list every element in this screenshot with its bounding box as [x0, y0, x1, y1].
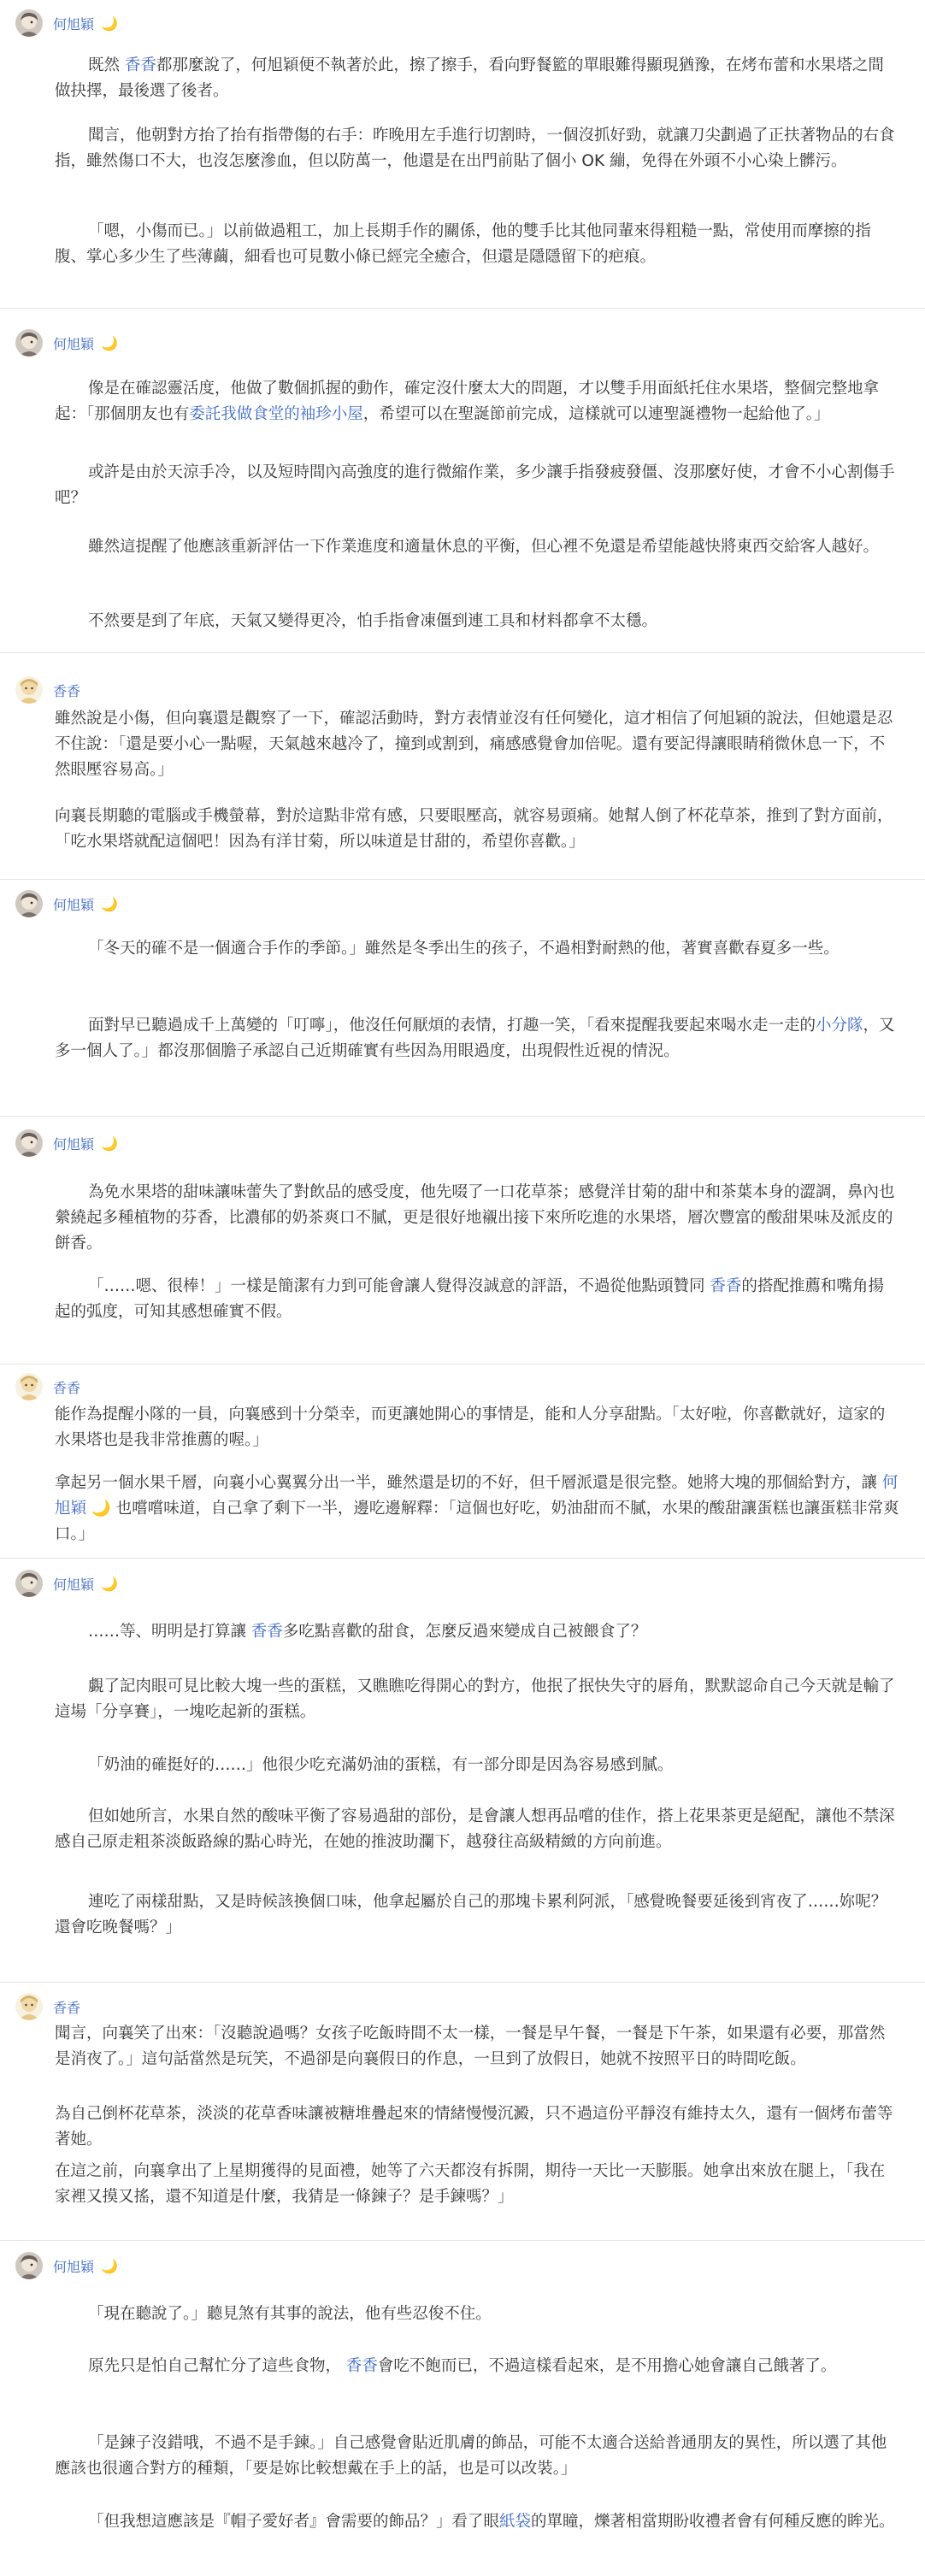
post-divider [0, 879, 925, 880]
text-segment: 的單瞳，爍著相當期盼收禮者會有何種反應的眸光。 [531, 2513, 895, 2531]
text-segment: 都那麼說了，何旭穎便不執著於此，擦了擦手，看向野餐籃的單眼難得顯現猶豫，在烤布蕾和水果塔之間做抉擇，最後選了後者。 [55, 56, 884, 100]
text-segment: 雖然說是小傷，但向襄還是觀察了一下，確認活動時，對方表情並沒有任何變化，這才相信了何旭穎的說法，但她還是忍不住說：「還是要小心一點喔，天氣越來越冷了，撞到或割到，痛感感覺會加倍呢。還有要記得讓眼睛稍微休息一下，不然眼壓容易高。」 [55, 710, 893, 779]
username-link[interactable]: 何旭穎 [53, 1576, 95, 1593]
text-segment: 覷了記肉眼可見比較大塊一些的蛋糕，又瞧瞧吃得開心的對方，他抿了抿快失守的唇角，默默認命自己今天就是輸了這場「分享賽」，一塊吃起新的蛋糕。 [55, 1677, 895, 1721]
username-link[interactable]: 香香 [53, 682, 81, 699]
text-segment: 在這之前，向襄拿出了上星期獲得的見面禮，她等了六天都沒有拆開，期待一天比一天膨脹。她拿出來放在腿上，「我在家裡又摸又搖，還不知道是什麼，我猜是一條鍊子？是手鍊嗎？」 [55, 2162, 886, 2206]
moon-icon: 🌙 [101, 1575, 118, 1592]
text-segment: 原先只是怕自己幫忙分了這些食物， [88, 2357, 346, 2375]
post-divider [0, 652, 925, 653]
text-segment: 為免水果塔的甜味讓味蕾失了對飲品的感受度，他先啜了一口花草茶；感覺洋甘菊的甜中和茶葉本身的澀調，鼻內也縈繞起多種植物的芬香，比濃郁的奶茶爽口不膩，更是很好地襯出接下來所吃進的水果塔，層次豐富的酸甜果味及派皮的餅香。 [55, 1183, 895, 1253]
text-segment: ，又多一個人了。」都沒那個膽子承認自己近期確實有些因為用眼過度，出現假性近視的情況。 [55, 1017, 895, 1060]
avatar[interactable] [15, 9, 43, 37]
text-segment: 拿起另一個水果千層，向襄小心翼翼分出一半，雖然還是切的不好，但千層派還是很完整。她將大塊的那個給對方，讓 [55, 1474, 882, 1492]
post-paragraph [55, 936, 899, 962]
text-segment: 會吃不飽而已，不過這樣看起來，是不用擔心她會讓自己餓著了。 [377, 2357, 837, 2375]
text-segment: ……等、明明是打算讓 [88, 1623, 251, 1641]
username-link[interactable]: 何旭穎 [53, 896, 95, 913]
post-paragraph [55, 219, 899, 270]
inline-link[interactable]: 香香 [710, 1277, 742, 1295]
post-paragraph [55, 1274, 899, 1325]
username-link[interactable]: 何旭穎 [53, 2258, 95, 2275]
inline-link[interactable]: 香香 [124, 56, 156, 74]
text-segment: 連吃了兩樣甜點，又是時候該換個口味，他拿起屬於自己的那塊卡累利阿派，「感覺晚餐要延後到宵夜了……妳呢？還會吃晚餐嗎？」 [55, 1893, 887, 1936]
post-divider [0, 1558, 925, 1559]
post-paragraph [55, 1889, 899, 1941]
post-divider [0, 1116, 925, 1117]
post-header [15, 328, 118, 357]
post-paragraph [55, 706, 899, 783]
moon-icon: 🌙 [101, 1135, 118, 1152]
post-paragraph [55, 2302, 899, 2327]
post-paragraph [55, 534, 899, 560]
post-paragraph [55, 2431, 899, 2482]
post-paragraph [55, 1753, 899, 1778]
avatar[interactable] [15, 676, 43, 704]
inline-link[interactable]: 何旭穎 [55, 1474, 898, 1518]
text-segment: 既然 [88, 56, 125, 74]
text-segment: 🌙 也嚐嚐味道，自己拿了剩下一半，邊吃邊解釋：「這個也好吃，奶油甜而不膩，水果的酸甜讓蛋糕也讓蛋糕非常爽口。」 [55, 1500, 899, 1543]
text-segment: 「奶油的確挺好的……」他很少吃充滿奶油的蛋糕，有一部分即是因為容易感到膩。 [88, 1756, 674, 1774]
post-header [15, 1129, 118, 1158]
text-segment: 向襄長期聽的電腦或手機螢幕，對於這點非常有感，只要眼壓高，就容易頭痛。她幫人倒了杯花草茶，推到了對方面前，「吃水果塔就配這個吧！因為有洋甘菊，所以味道是甘甜的，希望你喜歡。」 [55, 807, 893, 851]
avatar[interactable] [15, 1129, 43, 1157]
text-segment: 多吃點喜歡的甜食，怎麼反過來變成自己被餵食了？ [282, 1623, 647, 1641]
post-divider [0, 1982, 925, 1983]
text-segment: 雖然這提醒了他應該重新評估一下作業進度和適量休息的平衡，但心裡不免還是希望能越快將東西交給客人越好。 [88, 538, 880, 556]
avatar[interactable] [15, 1570, 43, 1597]
text-segment: 但如她所言，水果自然的酸味平衡了容易過甜的部份，是會讓人想再品嚐的佳作，搭上花果茶更是絕配，讓他不禁深感自己原走粗茶淡飯路線的點心時光，在她的推波助瀾下，越發往高級精緻的方向前進。 [55, 1807, 895, 1851]
text-segment: 「現在聽說了。」聽見煞有其事的說法，他有些忍俊不住。 [88, 2305, 492, 2323]
username-link[interactable]: 何旭穎 [53, 335, 95, 352]
post-divider [0, 1364, 925, 1365]
inline-link[interactable]: 香香 [250, 1623, 283, 1641]
post-paragraph [55, 1804, 899, 1855]
avatar[interactable] [15, 1993, 43, 2020]
post-paragraph [55, 609, 899, 634]
moon-icon: 🌙 [101, 334, 118, 351]
text-segment: 為自己倒杯花草茶，淡淡的花草香味讓被糖堆疊起來的情緒慢慢沉澱，只不過這份平靜沒有維持太久，還有一個烤布蕾等著她。 [55, 2105, 893, 2149]
moon-icon: 🌙 [101, 895, 118, 912]
post-paragraph [55, 2509, 899, 2535]
moon-icon: 🌙 [101, 2257, 118, 2274]
text-segment: 的搭配推薦和嘴角揚起的弧度，可知其感想確實不假。 [55, 1277, 884, 1321]
text-segment: 面對早已聽過成千上萬變的「叮嚀」，他沒任何厭煩的表情，打趣一笑，「看來提醒我要起來喝水走一走的 [88, 1017, 816, 1035]
text-segment: 「……嗯、很棒！」一樣是簡潔有力到可能會讓人覺得沒誠意的評語，不過從他點頭贊同 [88, 1277, 710, 1295]
inline-link[interactable]: 委託我做食堂的袖珍小屋 [189, 405, 363, 423]
text-segment: 「是鍊子沒錯哦，不過不是手鍊。」自己感覺會貼近肌膚的飾品，可能不太適合送給普通朋友的異性，所以選了其他應該也很適合對方的種類，「要是妳比較想戴在手上的話，也是可以改裝。」 [55, 2434, 887, 2478]
inline-link[interactable]: 香香 [345, 2357, 378, 2375]
inline-link[interactable]: 紙袋 [499, 2513, 532, 2531]
post-paragraph [55, 123, 899, 174]
text-segment: 聞言，他朝對方抬了抬有指帶傷的右手：昨晚用左手進行切割時，一個沒抓好勁，就讓刀尖劃過了正扶著物品的右食指，雖然傷口不大，也沒怎麼滲血，但以防萬一，他還是在出門前貼了個小 OK 繃，免得在外頭不小心染上髒污。 [55, 127, 895, 170]
username-link[interactable]: 香香 [53, 1999, 81, 2016]
avatar[interactable] [15, 329, 43, 357]
avatar[interactable] [15, 890, 43, 917]
post-paragraph [55, 1180, 899, 1257]
post-paragraph [55, 1674, 899, 1725]
text-segment: 聞言，向襄笑了出來：「沒聽說過嗎？女孩子吃飯時間不太一樣，一餐是早午餐，一餐是下午茶，如果還有必要，那當然是消夜了。」這句話當然是玩笑，不過卻是向襄假日的作息，一旦到了放假日，她就不按照平日的時間吃飯。 [55, 2025, 886, 2068]
text-segment: 或許是由於天涼手冷，以及短時間內高強度的進行微縮作業，多少讓手指發疲發僵、沒那麼好使，才會不小心割傷手吧？ [55, 463, 895, 507]
username-link[interactable]: 香香 [53, 1379, 81, 1396]
text-segment: 像是在確認靈活度，他做了數個抓握的動作，確定沒什麼太大的問題，才以雙手用面紙托住水果塔，整個完整地拿起：「那個朋友也有 [55, 380, 880, 423]
post-header [15, 9, 118, 38]
text-segment: 能作為提醒小隊的一員，向襄感到十分榮幸，而更讓她開心的事情是，能和人分享甜點。「太好啦，你喜歡就好，這家的水果塔也是我非常推薦的喔。」 [55, 1406, 886, 1449]
post-paragraph [55, 2101, 899, 2153]
post-paragraph [55, 2159, 899, 2210]
avatar[interactable] [15, 2252, 43, 2279]
text-segment: 「冬天的確不是一個適合手作的季節。」雖然是冬季出生的孩子，不過相對耐熱的他，著實喜歡春夏多一些。 [88, 940, 840, 958]
text-segment: 「但我想這應該是『帽子愛好者』會需要的飾品？」看了眼 [88, 2513, 500, 2531]
post-paragraph [55, 376, 899, 427]
text-segment: 「嗯，小傷而已。」以前做過粗工，加上長期手作的關係，他的雙手比其他同輩來得粗糙一點，常使用而摩擦的指腹、掌心多少生了些薄繭，細看也可見數小條已經完全癒合，但還是隱隱留下的疤痕。 [55, 222, 871, 266]
post-paragraph [55, 804, 899, 855]
post-header [15, 2251, 118, 2280]
post-paragraph [55, 460, 899, 511]
post-divider [0, 308, 925, 309]
post-header [15, 675, 80, 704]
post-paragraph [55, 1013, 899, 1064]
avatar[interactable] [15, 1373, 43, 1400]
post-paragraph [55, 1402, 899, 1453]
username-link[interactable]: 何旭穎 [53, 1135, 95, 1152]
post-paragraph [55, 1471, 899, 1547]
post-paragraph [55, 53, 899, 104]
post-divider [0, 2240, 925, 2241]
text-segment: ，希望可以在聖誕節前完成，這樣就可以連聖誕禮物一起給他了。」 [362, 405, 830, 423]
username-link[interactable]: 何旭穎 [53, 15, 95, 32]
post-header [15, 889, 118, 918]
post-paragraph [55, 2354, 899, 2379]
post-header [15, 1992, 80, 2021]
post-header [15, 1372, 80, 1401]
post-header [15, 1569, 118, 1598]
moon-icon: 🌙 [101, 15, 118, 32]
post-paragraph [55, 2021, 899, 2072]
text-segment: 不然要是到了年底，天氣又變得更冷，怕手指會凍僵到連工具和材料都拿不太穩。 [88, 612, 658, 630]
inline-link[interactable]: 小分隊 [816, 1017, 863, 1035]
post-paragraph [55, 1619, 899, 1645]
